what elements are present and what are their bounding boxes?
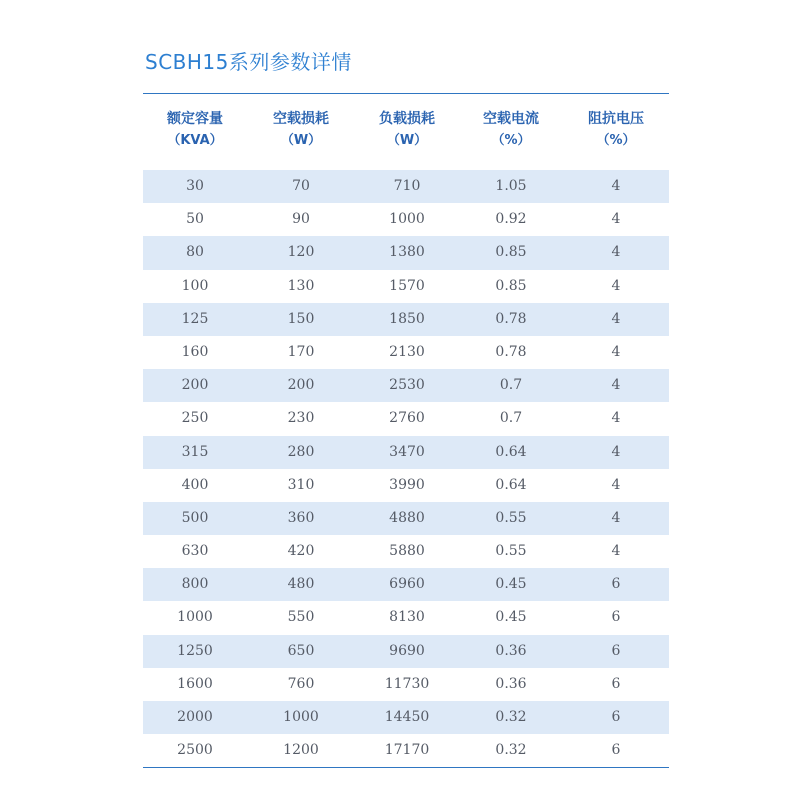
cell-no-load-loss: 200 xyxy=(287,377,315,394)
cell-load-loss: 6960 xyxy=(389,576,425,593)
table-row xyxy=(143,469,669,502)
table-row xyxy=(143,635,669,668)
header-label: 空载电流 xyxy=(483,111,539,127)
header-label: 负载损耗 xyxy=(379,111,435,127)
cell-capacity: 125 xyxy=(181,310,209,327)
table-row xyxy=(143,601,669,634)
cell-capacity: 800 xyxy=(181,576,209,593)
header-unit: （W） xyxy=(386,133,428,148)
cell-load-loss: 2760 xyxy=(389,410,425,427)
cell-load-loss: 2130 xyxy=(389,343,425,360)
table-row xyxy=(143,668,669,701)
header-label: 额定容量 xyxy=(167,111,223,127)
cell-load-loss: 8130 xyxy=(389,609,425,626)
table-row xyxy=(143,535,669,568)
table-bottom-rule xyxy=(143,767,669,768)
cell-no-load-loss: 150 xyxy=(287,310,315,327)
cell-load-loss: 710 xyxy=(393,178,421,194)
header-no-load-loss xyxy=(241,108,361,152)
cell-no-load-current: 0.45 xyxy=(495,576,527,593)
table-row xyxy=(143,170,669,203)
cell-no-load-current: 0.45 xyxy=(495,609,527,626)
cell-no-load-current: 0.85 xyxy=(495,277,527,294)
cell-load-loss: 11730 xyxy=(384,675,430,692)
header-label: 空载损耗 xyxy=(273,111,329,127)
cell-capacity: 2000 xyxy=(177,709,213,725)
cell-no-load-loss: 480 xyxy=(287,576,315,593)
cell-impedance-voltage: 6 xyxy=(611,642,621,659)
cell-no-load-current: 0.36 xyxy=(495,642,527,659)
cell-capacity: 200 xyxy=(181,377,209,394)
table-body xyxy=(143,170,669,767)
cell-impedance-voltage: 4 xyxy=(611,543,621,560)
header-unit: （KVA） xyxy=(167,133,223,148)
cell-no-load-loss: 650 xyxy=(287,642,315,659)
table-header xyxy=(143,108,669,158)
cell-no-load-loss: 230 xyxy=(287,410,315,427)
cell-capacity: 630 xyxy=(181,543,209,560)
cell-no-load-loss: 360 xyxy=(287,509,315,526)
cell-no-load-loss: 170 xyxy=(287,343,315,360)
cell-impedance-voltage: 4 xyxy=(611,443,621,460)
cell-load-loss: 14450 xyxy=(384,709,430,725)
cell-load-loss: 9690 xyxy=(389,642,425,659)
cell-no-load-current: 0.55 xyxy=(495,509,527,526)
cell-no-load-loss: 1000 xyxy=(283,709,319,725)
cell-no-load-current: 0.85 xyxy=(495,244,527,261)
cell-no-load-current: 0.55 xyxy=(495,543,527,560)
cell-no-load-current: 0.36 xyxy=(495,675,527,692)
cell-no-load-loss: 120 xyxy=(287,244,315,261)
cell-capacity: 80 xyxy=(186,244,204,261)
cell-capacity: 315 xyxy=(181,443,209,460)
cell-impedance-voltage: 4 xyxy=(611,244,621,261)
cell-load-loss: 4880 xyxy=(389,509,425,526)
table-row xyxy=(143,336,669,369)
cell-impedance-voltage: 6 xyxy=(611,709,621,725)
cell-impedance-voltage: 6 xyxy=(611,609,621,626)
table-row xyxy=(143,402,669,435)
cell-load-loss: 1570 xyxy=(389,277,425,294)
cell-impedance-voltage: 4 xyxy=(611,476,621,493)
cell-no-load-current: 0.64 xyxy=(495,476,527,493)
table-row xyxy=(143,436,669,469)
cell-capacity: 50 xyxy=(186,211,204,228)
cell-no-load-loss: 310 xyxy=(287,476,315,493)
header-unit: （%） xyxy=(596,133,636,148)
cell-capacity: 1600 xyxy=(177,675,213,692)
cell-capacity: 160 xyxy=(181,343,209,360)
cell-capacity: 400 xyxy=(181,476,209,493)
cell-capacity: 500 xyxy=(181,509,209,526)
header-unit: （%） xyxy=(491,133,531,148)
table-row xyxy=(143,568,669,601)
cell-impedance-voltage: 6 xyxy=(611,742,621,759)
table-row xyxy=(143,502,669,535)
header-no-load-current xyxy=(451,108,571,152)
cell-impedance-voltage: 4 xyxy=(611,277,621,294)
header-unit: （W） xyxy=(280,133,322,148)
cell-capacity: 1000 xyxy=(177,609,213,626)
cell-capacity: 30 xyxy=(186,178,204,194)
cell-no-load-current: 0.32 xyxy=(495,742,527,759)
table-row xyxy=(143,701,669,734)
cell-impedance-voltage: 6 xyxy=(611,576,621,593)
cell-no-load-current: 0.78 xyxy=(495,310,527,327)
cell-capacity: 2500 xyxy=(177,742,213,759)
table-row xyxy=(143,236,669,269)
header-load-loss xyxy=(347,108,467,152)
cell-no-load-current: 0.7 xyxy=(499,410,523,427)
table-row xyxy=(143,734,669,767)
cell-no-load-loss: 90 xyxy=(292,211,310,228)
cell-no-load-current: 0.7 xyxy=(499,377,523,394)
table-top-rule xyxy=(143,93,669,94)
cell-no-load-loss: 760 xyxy=(287,675,315,692)
cell-no-load-loss: 1200 xyxy=(283,742,319,759)
cell-impedance-voltage: 4 xyxy=(611,343,621,360)
header-capacity xyxy=(135,108,255,152)
table-row xyxy=(143,203,669,236)
cell-impedance-voltage: 4 xyxy=(611,310,621,327)
cell-no-load-loss: 420 xyxy=(287,543,315,560)
cell-no-load-current: 0.32 xyxy=(495,709,527,725)
cell-capacity: 1250 xyxy=(177,642,213,659)
table-row xyxy=(143,270,669,303)
cell-no-load-loss: 550 xyxy=(287,609,315,626)
header-label: 阻抗电压 xyxy=(588,111,644,127)
cell-no-load-current: 0.78 xyxy=(495,343,527,360)
cell-capacity: 250 xyxy=(181,410,209,427)
cell-no-load-loss: 280 xyxy=(287,443,315,460)
cell-load-loss: 1380 xyxy=(389,244,425,261)
cell-impedance-voltage: 6 xyxy=(611,675,621,692)
page-title: SCBH15系列参数详情 xyxy=(145,50,352,74)
cell-no-load-current: 1.05 xyxy=(495,178,527,194)
cell-impedance-voltage: 4 xyxy=(611,410,621,427)
cell-no-load-loss: 70 xyxy=(292,178,310,194)
table-row xyxy=(143,303,669,336)
cell-load-loss: 1850 xyxy=(389,310,425,327)
cell-impedance-voltage: 4 xyxy=(611,211,621,228)
cell-load-loss: 17170 xyxy=(384,742,430,759)
cell-capacity: 100 xyxy=(181,277,209,294)
cell-no-load-loss: 130 xyxy=(287,277,315,294)
cell-impedance-voltage: 4 xyxy=(611,509,621,526)
cell-no-load-current: 0.64 xyxy=(495,443,527,460)
cell-load-loss: 2530 xyxy=(389,377,425,394)
cell-impedance-voltage: 4 xyxy=(611,377,621,394)
cell-load-loss: 5880 xyxy=(389,543,425,560)
cell-no-load-current: 0.92 xyxy=(495,211,527,228)
cell-load-loss: 3470 xyxy=(389,443,425,460)
table-row xyxy=(143,369,669,402)
cell-load-loss: 1000 xyxy=(389,211,425,228)
header-impedance-voltage xyxy=(556,108,676,152)
cell-load-loss: 3990 xyxy=(389,476,425,493)
cell-impedance-voltage: 4 xyxy=(611,178,621,194)
